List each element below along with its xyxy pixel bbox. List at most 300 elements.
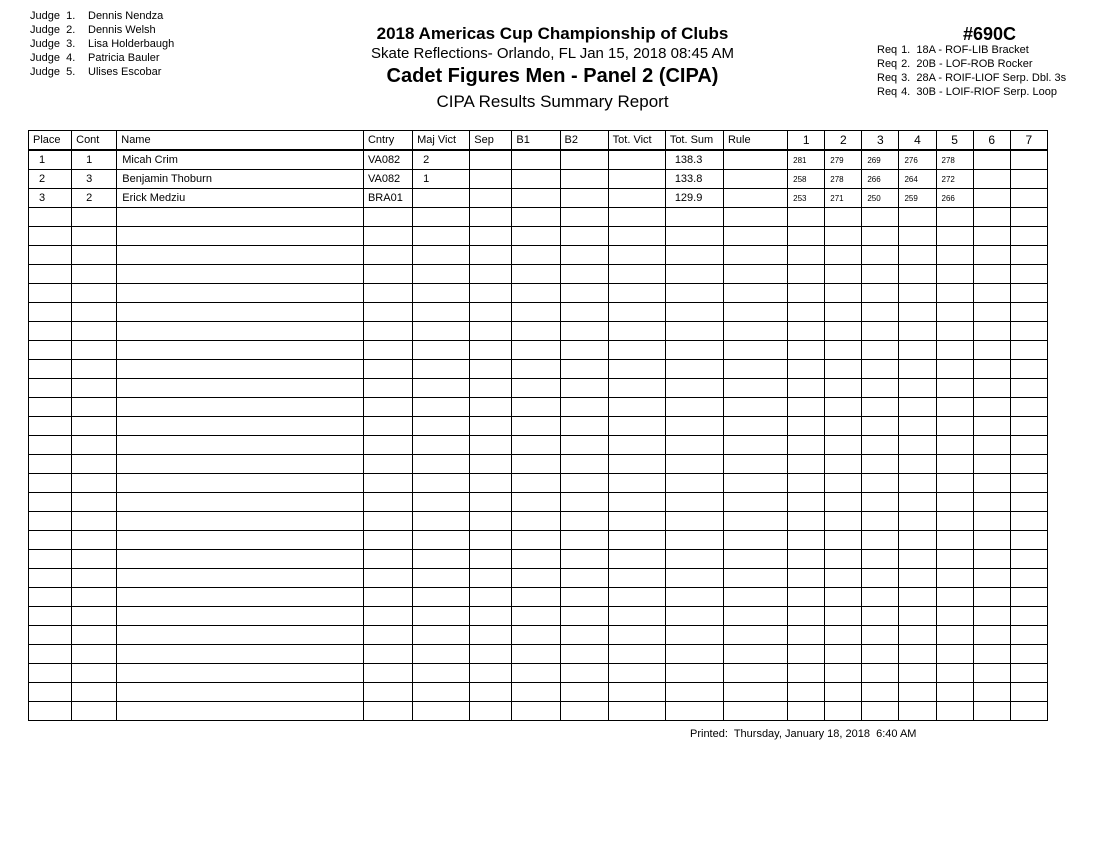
empty-cell — [665, 227, 723, 246]
empty-cell — [363, 398, 412, 417]
empty-cell — [973, 246, 1010, 265]
judge-label: Judge 3. — [30, 38, 76, 50]
empty-cell — [723, 284, 787, 303]
empty-cell — [72, 550, 117, 569]
empty-cell — [413, 702, 470, 721]
empty-cell — [29, 436, 72, 455]
empty-cell — [413, 208, 470, 227]
empty-cell — [973, 569, 1010, 588]
empty-cell — [899, 626, 936, 645]
empty-cell — [470, 227, 512, 246]
cell-judge-5: 266 — [936, 189, 973, 208]
empty-cell — [470, 569, 512, 588]
results-table — [28, 130, 1048, 721]
empty-cell — [363, 265, 412, 284]
empty-cell — [363, 550, 412, 569]
empty-cell — [29, 246, 72, 265]
empty-cell — [512, 417, 560, 436]
empty-cell — [413, 626, 470, 645]
empty-cell — [413, 569, 470, 588]
empty-cell — [1010, 493, 1047, 512]
empty-cell — [665, 512, 723, 531]
empty-cell — [936, 246, 973, 265]
empty-cell — [862, 322, 899, 341]
empty-cell — [723, 436, 787, 455]
empty-cell — [723, 208, 787, 227]
empty-cell — [825, 474, 862, 493]
empty-row — [29, 417, 1048, 436]
cell-name: Erick Medziu — [117, 189, 364, 208]
empty-cell — [560, 474, 608, 493]
empty-row — [29, 550, 1048, 569]
empty-cell — [363, 379, 412, 398]
empty-cell — [665, 702, 723, 721]
cell-place: 1 — [29, 150, 72, 170]
report-title: CIPA Results Summary Report — [436, 92, 669, 111]
empty-cell — [117, 208, 364, 227]
requirement-text: 1. 18A - ROF-LIB Bracket — [901, 44, 1029, 56]
empty-cell — [608, 569, 665, 588]
empty-cell — [560, 284, 608, 303]
empty-cell — [788, 455, 825, 474]
table-row — [29, 170, 1048, 189]
empty-cell — [899, 588, 936, 607]
cell-judge-4: 276 — [899, 150, 936, 170]
empty-cell — [117, 531, 364, 550]
column-header-tot-vict: Tot. Vict — [608, 131, 665, 151]
empty-cell — [825, 626, 862, 645]
empty-row — [29, 645, 1048, 664]
empty-cell — [29, 607, 72, 626]
empty-cell — [788, 341, 825, 360]
empty-cell — [608, 417, 665, 436]
empty-cell — [1010, 474, 1047, 493]
empty-cell — [413, 436, 470, 455]
empty-cell — [560, 645, 608, 664]
empty-cell — [665, 208, 723, 227]
empty-row — [29, 398, 1048, 417]
empty-cell — [862, 417, 899, 436]
empty-cell — [29, 417, 72, 436]
empty-cell — [470, 531, 512, 550]
empty-cell — [973, 417, 1010, 436]
cell-judge-6 — [973, 170, 1010, 189]
empty-cell — [72, 493, 117, 512]
empty-cell — [936, 531, 973, 550]
empty-cell — [723, 417, 787, 436]
empty-cell — [608, 208, 665, 227]
empty-cell — [363, 702, 412, 721]
empty-row — [29, 208, 1048, 227]
empty-cell — [973, 398, 1010, 417]
empty-cell — [413, 664, 470, 683]
empty-cell — [936, 360, 973, 379]
judge-list — [30, 9, 174, 79]
empty-cell — [788, 626, 825, 645]
cell-tot-sum: 133.8 — [665, 170, 723, 189]
judge-entry — [30, 65, 174, 79]
empty-cell — [470, 664, 512, 683]
empty-cell — [363, 664, 412, 683]
empty-row — [29, 588, 1048, 607]
cell-maj-vict: 1 — [413, 170, 470, 189]
empty-cell — [72, 645, 117, 664]
empty-cell — [512, 379, 560, 398]
empty-cell — [29, 303, 72, 322]
empty-cell — [899, 360, 936, 379]
empty-row — [29, 379, 1048, 398]
empty-cell — [862, 360, 899, 379]
empty-cell — [825, 322, 862, 341]
empty-cell — [512, 436, 560, 455]
empty-cell — [665, 398, 723, 417]
empty-cell — [665, 645, 723, 664]
cell-tot-vict — [608, 189, 665, 208]
empty-cell — [936, 284, 973, 303]
competition-title: 2018 Americas Cup Championship of Clubs — [376, 24, 729, 43]
empty-cell — [788, 531, 825, 550]
empty-cell — [512, 303, 560, 322]
empty-row — [29, 284, 1048, 303]
empty-cell — [72, 474, 117, 493]
empty-cell — [788, 303, 825, 322]
empty-cell — [899, 417, 936, 436]
empty-cell — [899, 645, 936, 664]
empty-cell — [723, 265, 787, 284]
empty-cell — [470, 322, 512, 341]
empty-cell — [723, 683, 787, 702]
empty-cell — [936, 208, 973, 227]
column-header-sep: Sep — [470, 131, 512, 151]
cell-b2 — [560, 150, 608, 170]
empty-cell — [665, 683, 723, 702]
empty-cell — [973, 607, 1010, 626]
cell-judge-3: 269 — [862, 150, 899, 170]
empty-cell — [560, 322, 608, 341]
judge-name: Dennis Nendza — [88, 10, 164, 22]
empty-cell — [899, 607, 936, 626]
empty-cell — [72, 436, 117, 455]
empty-cell — [72, 512, 117, 531]
empty-cell — [1010, 398, 1047, 417]
empty-cell — [470, 645, 512, 664]
empty-cell — [363, 512, 412, 531]
empty-row — [29, 322, 1048, 341]
empty-cell — [363, 626, 412, 645]
empty-cell — [413, 360, 470, 379]
empty-cell — [862, 303, 899, 322]
empty-cell — [608, 607, 665, 626]
empty-cell — [936, 455, 973, 474]
empty-cell — [413, 398, 470, 417]
empty-cell — [862, 569, 899, 588]
empty-cell — [560, 683, 608, 702]
empty-cell — [470, 607, 512, 626]
empty-cell — [899, 569, 936, 588]
empty-cell — [470, 683, 512, 702]
empty-cell — [862, 474, 899, 493]
empty-cell — [899, 474, 936, 493]
empty-cell — [936, 417, 973, 436]
empty-cell — [560, 208, 608, 227]
empty-cell — [899, 284, 936, 303]
empty-cell — [560, 341, 608, 360]
empty-cell — [899, 531, 936, 550]
empty-cell — [363, 341, 412, 360]
empty-cell — [1010, 569, 1047, 588]
empty-cell — [723, 341, 787, 360]
empty-cell — [363, 436, 412, 455]
empty-cell — [1010, 588, 1047, 607]
empty-cell — [560, 455, 608, 474]
empty-cell — [1010, 227, 1047, 246]
empty-cell — [862, 284, 899, 303]
empty-cell — [117, 702, 364, 721]
cell-judge-3: 250 — [862, 189, 899, 208]
column-header-b2: B2 — [560, 131, 608, 151]
column-header-judge-7: 7 — [1010, 131, 1047, 151]
empty-cell — [862, 607, 899, 626]
empty-cell — [665, 284, 723, 303]
empty-cell — [973, 455, 1010, 474]
empty-cell — [413, 246, 470, 265]
empty-cell — [788, 398, 825, 417]
cell-name: Micah Crim — [117, 150, 364, 170]
empty-cell — [665, 474, 723, 493]
empty-cell — [413, 322, 470, 341]
empty-cell — [723, 569, 787, 588]
empty-cell — [363, 322, 412, 341]
empty-cell — [862, 246, 899, 265]
empty-cell — [72, 341, 117, 360]
empty-cell — [936, 265, 973, 284]
empty-cell — [363, 208, 412, 227]
empty-cell — [788, 512, 825, 531]
judge-entry — [30, 9, 174, 23]
empty-cell — [973, 208, 1010, 227]
empty-cell — [788, 284, 825, 303]
empty-cell — [608, 360, 665, 379]
empty-cell — [72, 208, 117, 227]
empty-cell — [560, 265, 608, 284]
empty-cell — [413, 474, 470, 493]
judge-name: Lisa Holderbaugh — [88, 38, 175, 50]
empty-cell — [512, 683, 560, 702]
empty-cell — [512, 645, 560, 664]
empty-cell — [723, 246, 787, 265]
empty-cell — [665, 360, 723, 379]
empty-cell — [117, 455, 364, 474]
empty-cell — [560, 626, 608, 645]
empty-cell — [608, 493, 665, 512]
cell-judge-4: 264 — [899, 170, 936, 189]
empty-cell — [560, 512, 608, 531]
empty-cell — [1010, 683, 1047, 702]
empty-cell — [665, 436, 723, 455]
column-header-cont: Cont — [72, 131, 117, 151]
empty-cell — [72, 303, 117, 322]
empty-cell — [413, 227, 470, 246]
empty-cell — [788, 569, 825, 588]
empty-cell — [788, 417, 825, 436]
column-header-judge-2: 2 — [825, 131, 862, 151]
empty-cell — [608, 588, 665, 607]
empty-row — [29, 702, 1048, 721]
empty-cell — [973, 379, 1010, 398]
empty-cell — [899, 436, 936, 455]
empty-cell — [723, 322, 787, 341]
empty-cell — [936, 322, 973, 341]
empty-cell — [862, 341, 899, 360]
empty-cell — [723, 474, 787, 493]
empty-cell — [363, 455, 412, 474]
empty-cell — [665, 265, 723, 284]
empty-cell — [608, 702, 665, 721]
empty-cell — [470, 246, 512, 265]
empty-cell — [973, 702, 1010, 721]
empty-cell — [788, 227, 825, 246]
empty-cell — [825, 683, 862, 702]
empty-row — [29, 246, 1048, 265]
empty-cell — [363, 569, 412, 588]
empty-cell — [413, 417, 470, 436]
empty-cell — [1010, 322, 1047, 341]
empty-cell — [788, 493, 825, 512]
empty-cell — [413, 303, 470, 322]
empty-cell — [936, 569, 973, 588]
empty-cell — [1010, 455, 1047, 474]
column-header-maj-vict: Maj Vict — [413, 131, 470, 151]
empty-cell — [825, 284, 862, 303]
empty-cell — [788, 436, 825, 455]
empty-cell — [936, 474, 973, 493]
empty-cell — [723, 303, 787, 322]
empty-cell — [608, 626, 665, 645]
column-header-judge-4: 4 — [899, 131, 936, 151]
empty-cell — [512, 474, 560, 493]
empty-cell — [936, 550, 973, 569]
cell-maj-vict — [413, 189, 470, 208]
empty-cell — [363, 227, 412, 246]
cell-judge-5: 278 — [936, 150, 973, 170]
empty-cell — [665, 626, 723, 645]
empty-cell — [665, 588, 723, 607]
empty-cell — [72, 607, 117, 626]
empty-cell — [1010, 702, 1047, 721]
judge-name: Dennis Welsh — [88, 24, 156, 36]
empty-cell — [899, 493, 936, 512]
empty-row — [29, 493, 1048, 512]
cell-sep — [470, 150, 512, 170]
empty-cell — [29, 702, 72, 721]
empty-cell — [973, 664, 1010, 683]
empty-cell — [665, 246, 723, 265]
empty-cell — [936, 607, 973, 626]
empty-cell — [117, 493, 364, 512]
empty-cell — [413, 645, 470, 664]
empty-cell — [899, 379, 936, 398]
empty-cell — [825, 550, 862, 569]
cell-tot-vict — [608, 150, 665, 170]
empty-cell — [117, 436, 364, 455]
empty-cell — [825, 455, 862, 474]
empty-cell — [788, 550, 825, 569]
empty-cell — [29, 474, 72, 493]
empty-cell — [973, 683, 1010, 702]
cell-cntry: BRA01 — [363, 189, 412, 208]
empty-cell — [825, 702, 862, 721]
empty-cell — [936, 664, 973, 683]
empty-cell — [512, 398, 560, 417]
empty-cell — [608, 664, 665, 683]
empty-cell — [825, 645, 862, 664]
empty-row — [29, 512, 1048, 531]
empty-cell — [723, 512, 787, 531]
empty-cell — [899, 227, 936, 246]
empty-cell — [973, 645, 1010, 664]
empty-cell — [825, 607, 862, 626]
empty-cell — [825, 512, 862, 531]
empty-cell — [973, 303, 1010, 322]
empty-cell — [29, 531, 72, 550]
cell-rule — [723, 170, 787, 189]
cell-judge-5: 272 — [936, 170, 973, 189]
empty-cell — [470, 512, 512, 531]
empty-cell — [560, 588, 608, 607]
empty-cell — [1010, 550, 1047, 569]
empty-cell — [413, 493, 470, 512]
empty-cell — [788, 360, 825, 379]
empty-cell — [665, 379, 723, 398]
cell-tot-vict — [608, 170, 665, 189]
empty-cell — [72, 227, 117, 246]
empty-cell — [29, 341, 72, 360]
empty-row — [29, 569, 1048, 588]
column-header-judge-1: 1 — [788, 131, 825, 151]
empty-cell — [973, 227, 1010, 246]
empty-cell — [29, 227, 72, 246]
empty-cell — [1010, 664, 1047, 683]
empty-cell — [29, 550, 72, 569]
empty-cell — [973, 550, 1010, 569]
empty-cell — [512, 246, 560, 265]
empty-cell — [973, 531, 1010, 550]
empty-cell — [72, 683, 117, 702]
empty-cell — [788, 645, 825, 664]
empty-cell — [29, 398, 72, 417]
empty-cell — [973, 341, 1010, 360]
empty-row — [29, 455, 1048, 474]
empty-cell — [117, 360, 364, 379]
empty-row — [29, 531, 1048, 550]
empty-cell — [470, 284, 512, 303]
requirement-text: 3. 28A - ROIF-LIOF Serp. Dbl. 3s — [901, 72, 1067, 84]
empty-cell — [608, 645, 665, 664]
empty-cell — [899, 246, 936, 265]
empty-cell — [117, 227, 364, 246]
cell-maj-vict: 2 — [413, 150, 470, 170]
empty-cell — [72, 702, 117, 721]
judge-label: Judge 4. — [30, 52, 76, 64]
column-header-judge-3: 3 — [862, 131, 899, 151]
empty-cell — [608, 474, 665, 493]
cell-name: Benjamin Thoburn — [117, 170, 364, 189]
column-header-judge-6: 6 — [973, 131, 1010, 151]
empty-cell — [788, 607, 825, 626]
cell-judge-2: 271 — [825, 189, 862, 208]
empty-cell — [72, 626, 117, 645]
empty-cell — [825, 246, 862, 265]
